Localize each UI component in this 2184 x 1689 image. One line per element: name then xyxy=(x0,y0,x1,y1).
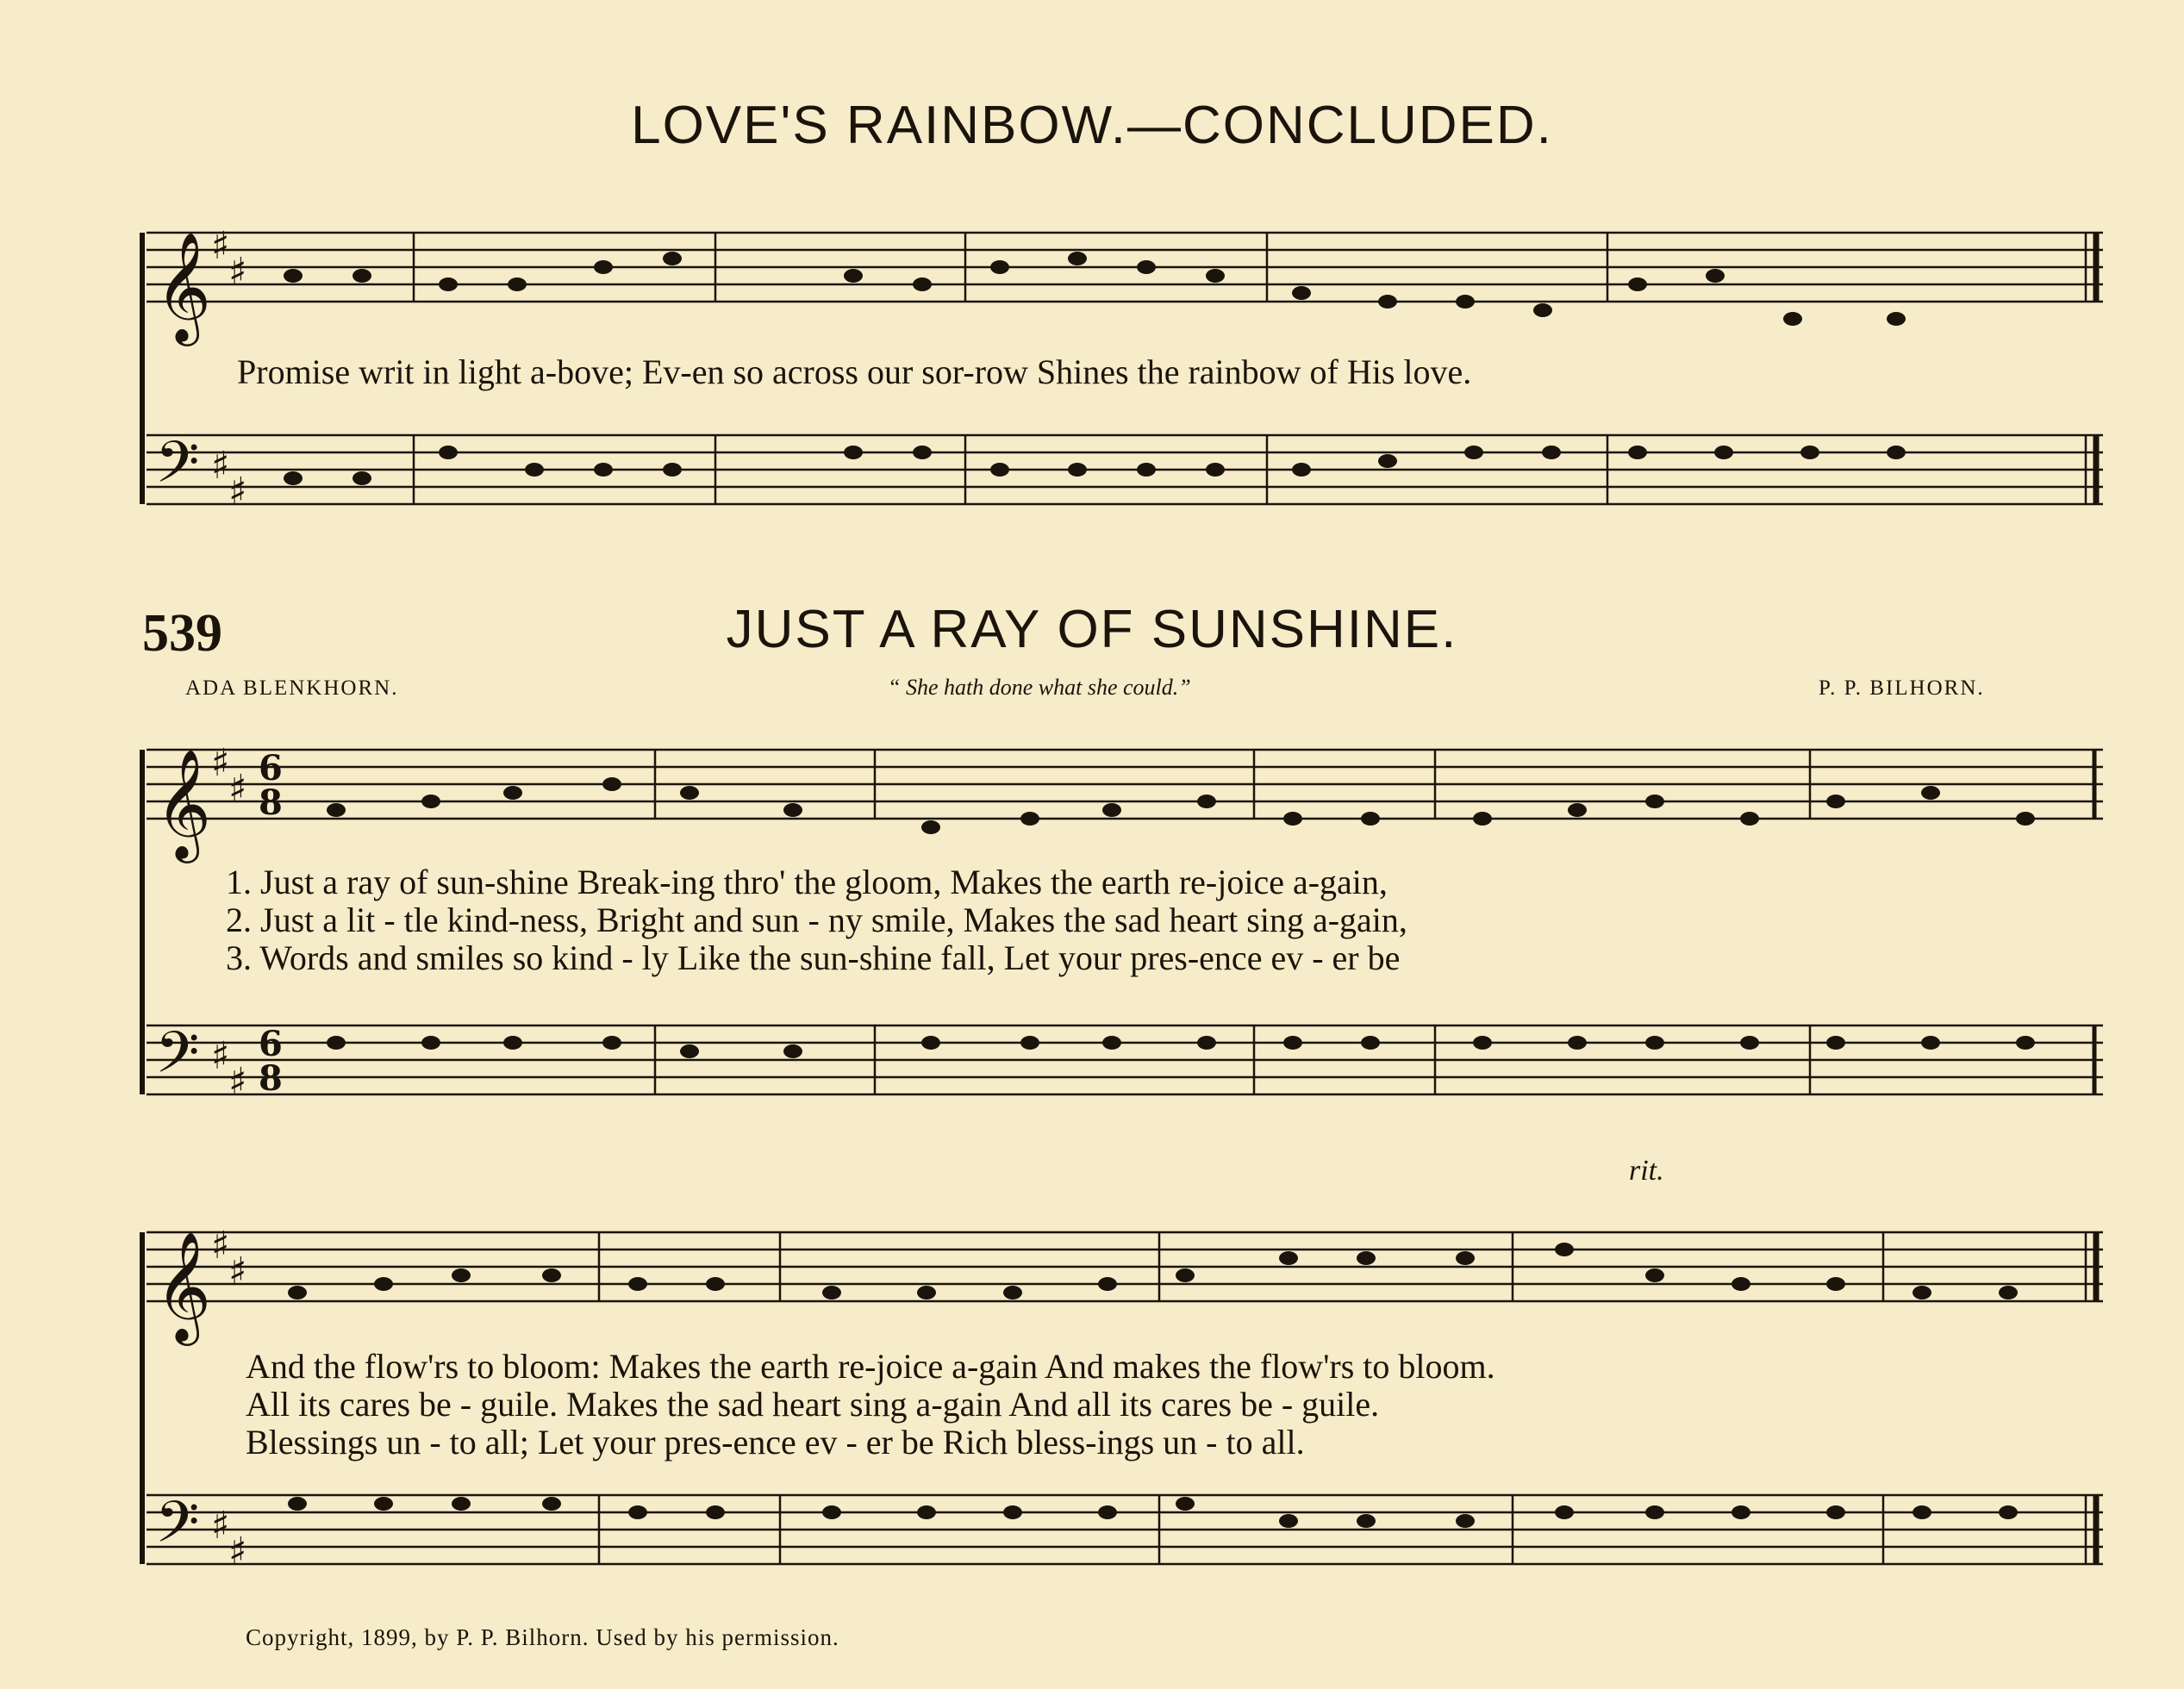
staff-system-1-bass xyxy=(147,435,2103,504)
verse-3-line-2: Blessings un - to all; Let your pres-ence ev - er be Rich bless-ings un - to all. xyxy=(246,1423,1305,1462)
svg-text:♯: ♯ xyxy=(228,1060,247,1104)
staff-system-3-bass xyxy=(147,1495,2103,1564)
svg-text:♯: ♯ xyxy=(211,1224,230,1268)
svg-text:♯: ♯ xyxy=(228,767,247,811)
svg-text:♯: ♯ xyxy=(228,470,247,514)
composer-credit: P. P. BILHORN. xyxy=(1819,676,1985,700)
svg-text:𝄞: 𝄞 xyxy=(155,748,212,858)
svg-text:𝄢: 𝄢 xyxy=(155,1489,200,1569)
verse-3-line-1: 3. Words and smiles so kind - ly Like the sun-shine fall, Let your pres-ence ev - er be xyxy=(226,938,1401,977)
svg-text:𝄞: 𝄞 xyxy=(155,231,212,341)
staff-system-3-treble xyxy=(147,1232,2103,1301)
hymn-title: JUST A RAY OF SUNSHINE. xyxy=(726,600,1458,659)
svg-text:♯: ♯ xyxy=(211,444,230,488)
svg-text:♯: ♯ xyxy=(211,1034,230,1078)
epigraph: “ She hath done what she could.” xyxy=(888,675,1191,700)
verse-2-line-2: All its cares be - guile. Makes the sad heart sing a-gain And all its cares be - guile. xyxy=(246,1385,1380,1424)
previous-hymn-title: LOVE'S RAINBOW.—CONCLUDED. xyxy=(631,96,1553,155)
staff-system-1-treble xyxy=(147,233,2103,302)
ritardando-mark: rit. xyxy=(1629,1155,1664,1187)
verse-2-line-1: 2. Just a lit - tle kind-ness, Bright and sun - ny smile, Makes the sad heart sing a-gain, xyxy=(226,901,1407,939)
svg-text:6: 6 xyxy=(259,748,283,788)
svg-text:8: 8 xyxy=(259,1058,283,1099)
svg-text:♯: ♯ xyxy=(228,250,247,294)
svg-text:𝄞: 𝄞 xyxy=(155,1231,212,1341)
svg-text:♯: ♯ xyxy=(228,1530,247,1574)
svg-text:♯: ♯ xyxy=(211,224,230,268)
svg-text:8: 8 xyxy=(259,782,283,823)
author-credit: ADA BLENKHORN. xyxy=(185,676,399,700)
svg-text:6: 6 xyxy=(259,1024,283,1064)
copyright-notice: Copyright, 1899, by P. P. Bilhorn. Used by his permission. xyxy=(246,1624,839,1650)
svg-text:𝄢: 𝄢 xyxy=(155,1019,200,1100)
previous-hymn-lyrics: Promise writ in light a-bove; Ev-en so across our sor-row Shines the rainbow of His love. xyxy=(237,352,1472,391)
svg-text:♯: ♯ xyxy=(211,741,230,785)
verse-1-line-2: And the flow'rs to bloom: Makes the earth re-joice a-gain And makes the flow'rs to bloom. xyxy=(246,1347,1495,1386)
svg-text:♯: ♯ xyxy=(228,1250,247,1293)
hymn-number: 539 xyxy=(142,604,222,663)
svg-text:♯: ♯ xyxy=(211,1504,230,1548)
verse-1-line-1: 1. Just a ray of sun-shine Break-ing thro' the gloom, Makes the earth re-joice a-gain, xyxy=(226,863,1388,901)
svg-text:𝄢: 𝄢 xyxy=(155,429,200,509)
